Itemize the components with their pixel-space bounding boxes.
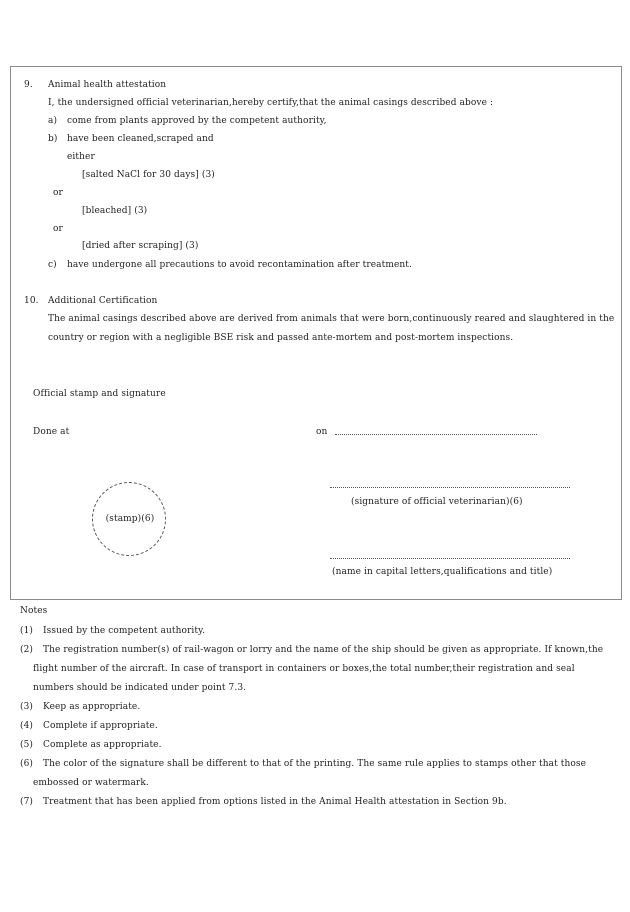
note-number: (6)	[20, 759, 34, 769]
stamp-circle	[92, 482, 166, 556]
stamp-label: (stamp)(6)	[105, 514, 155, 524]
date-field-line	[335, 434, 537, 435]
either-label: either	[67, 152, 95, 162]
note-number: (2)	[20, 645, 34, 655]
note-text: Treatment that has been applied from options listed in the Animal Health attestation in Section 9b.	[43, 797, 507, 807]
note-text: Keep as appropriate.	[43, 702, 141, 712]
note-number: (7)	[20, 797, 34, 807]
signature-caption: (signature of official veterinarian)(6)	[351, 497, 523, 507]
note-number: (4)	[20, 721, 34, 731]
item-a-text: come from plants approved by the competent authority,	[67, 116, 327, 126]
done-at-label: Done at	[33, 427, 70, 437]
item-c-text: have undergone all precautions to avoid recontamination after treatment.	[67, 260, 412, 270]
or-label-1: or	[53, 188, 63, 198]
section-9-intro: I, the undersigned official veterinarian,hereby certify,that the animal casings described above :	[48, 98, 494, 108]
item-c-marker: c)	[48, 260, 57, 270]
item-b-text: have been cleaned,scraped and	[67, 134, 214, 144]
section-10-number: 10.	[24, 296, 39, 306]
note-number: (3)	[20, 702, 34, 712]
signature-line	[330, 487, 570, 488]
section-10-title: Additional Certification	[48, 296, 158, 306]
item-a-marker: a)	[48, 116, 58, 126]
note-number: (5)	[20, 740, 34, 750]
name-caption: (name in capital letters,qualifications and title)	[332, 567, 553, 577]
section-9-number: 9.	[24, 80, 33, 90]
option-salted: [salted NaCl for 30 days] (3)	[82, 170, 215, 180]
note-text: The color of the signature shall be different to that of the printing. The same rule applies to stamps other that those	[43, 759, 587, 769]
name-line	[330, 558, 570, 559]
note-text: Complete if appropriate.	[43, 721, 158, 731]
or-label-2: or	[53, 224, 63, 234]
section-10-text-line-1: The animal casings described above are derived from animals that were born,continuously reared and slaughtered in the	[48, 314, 615, 324]
note-text: numbers should be indicated under point 7.3.	[33, 683, 247, 693]
note-text: The registration number(s) of rail-wagon or lorry and the name of the ship should be given as appropriate. If known,the	[43, 645, 604, 655]
stamp-signature-heading: Official stamp and signature	[33, 389, 166, 399]
note-text: Complete as appropriate.	[43, 740, 162, 750]
note-text: embossed or watermark.	[33, 778, 149, 788]
option-bleached: [bleached] (3)	[82, 206, 148, 216]
option-dried: [dried after scraping] (3)	[82, 241, 199, 251]
on-label: on	[316, 427, 328, 437]
item-b-marker: b)	[48, 134, 58, 144]
note-text: Issued by the competent authority.	[43, 626, 206, 636]
section-9-title: Animal health attestation	[48, 80, 167, 90]
note-number: (1)	[20, 626, 34, 636]
note-text: flight number of the aircraft. In case of transport in containers or boxes,the total number,their registration and seal	[33, 664, 575, 674]
notes-heading: Notes	[20, 606, 48, 616]
section-10-text-line-2: country or region with a negligible BSE risk and passed ante-mortem and post-mortem inspections.	[48, 333, 514, 343]
